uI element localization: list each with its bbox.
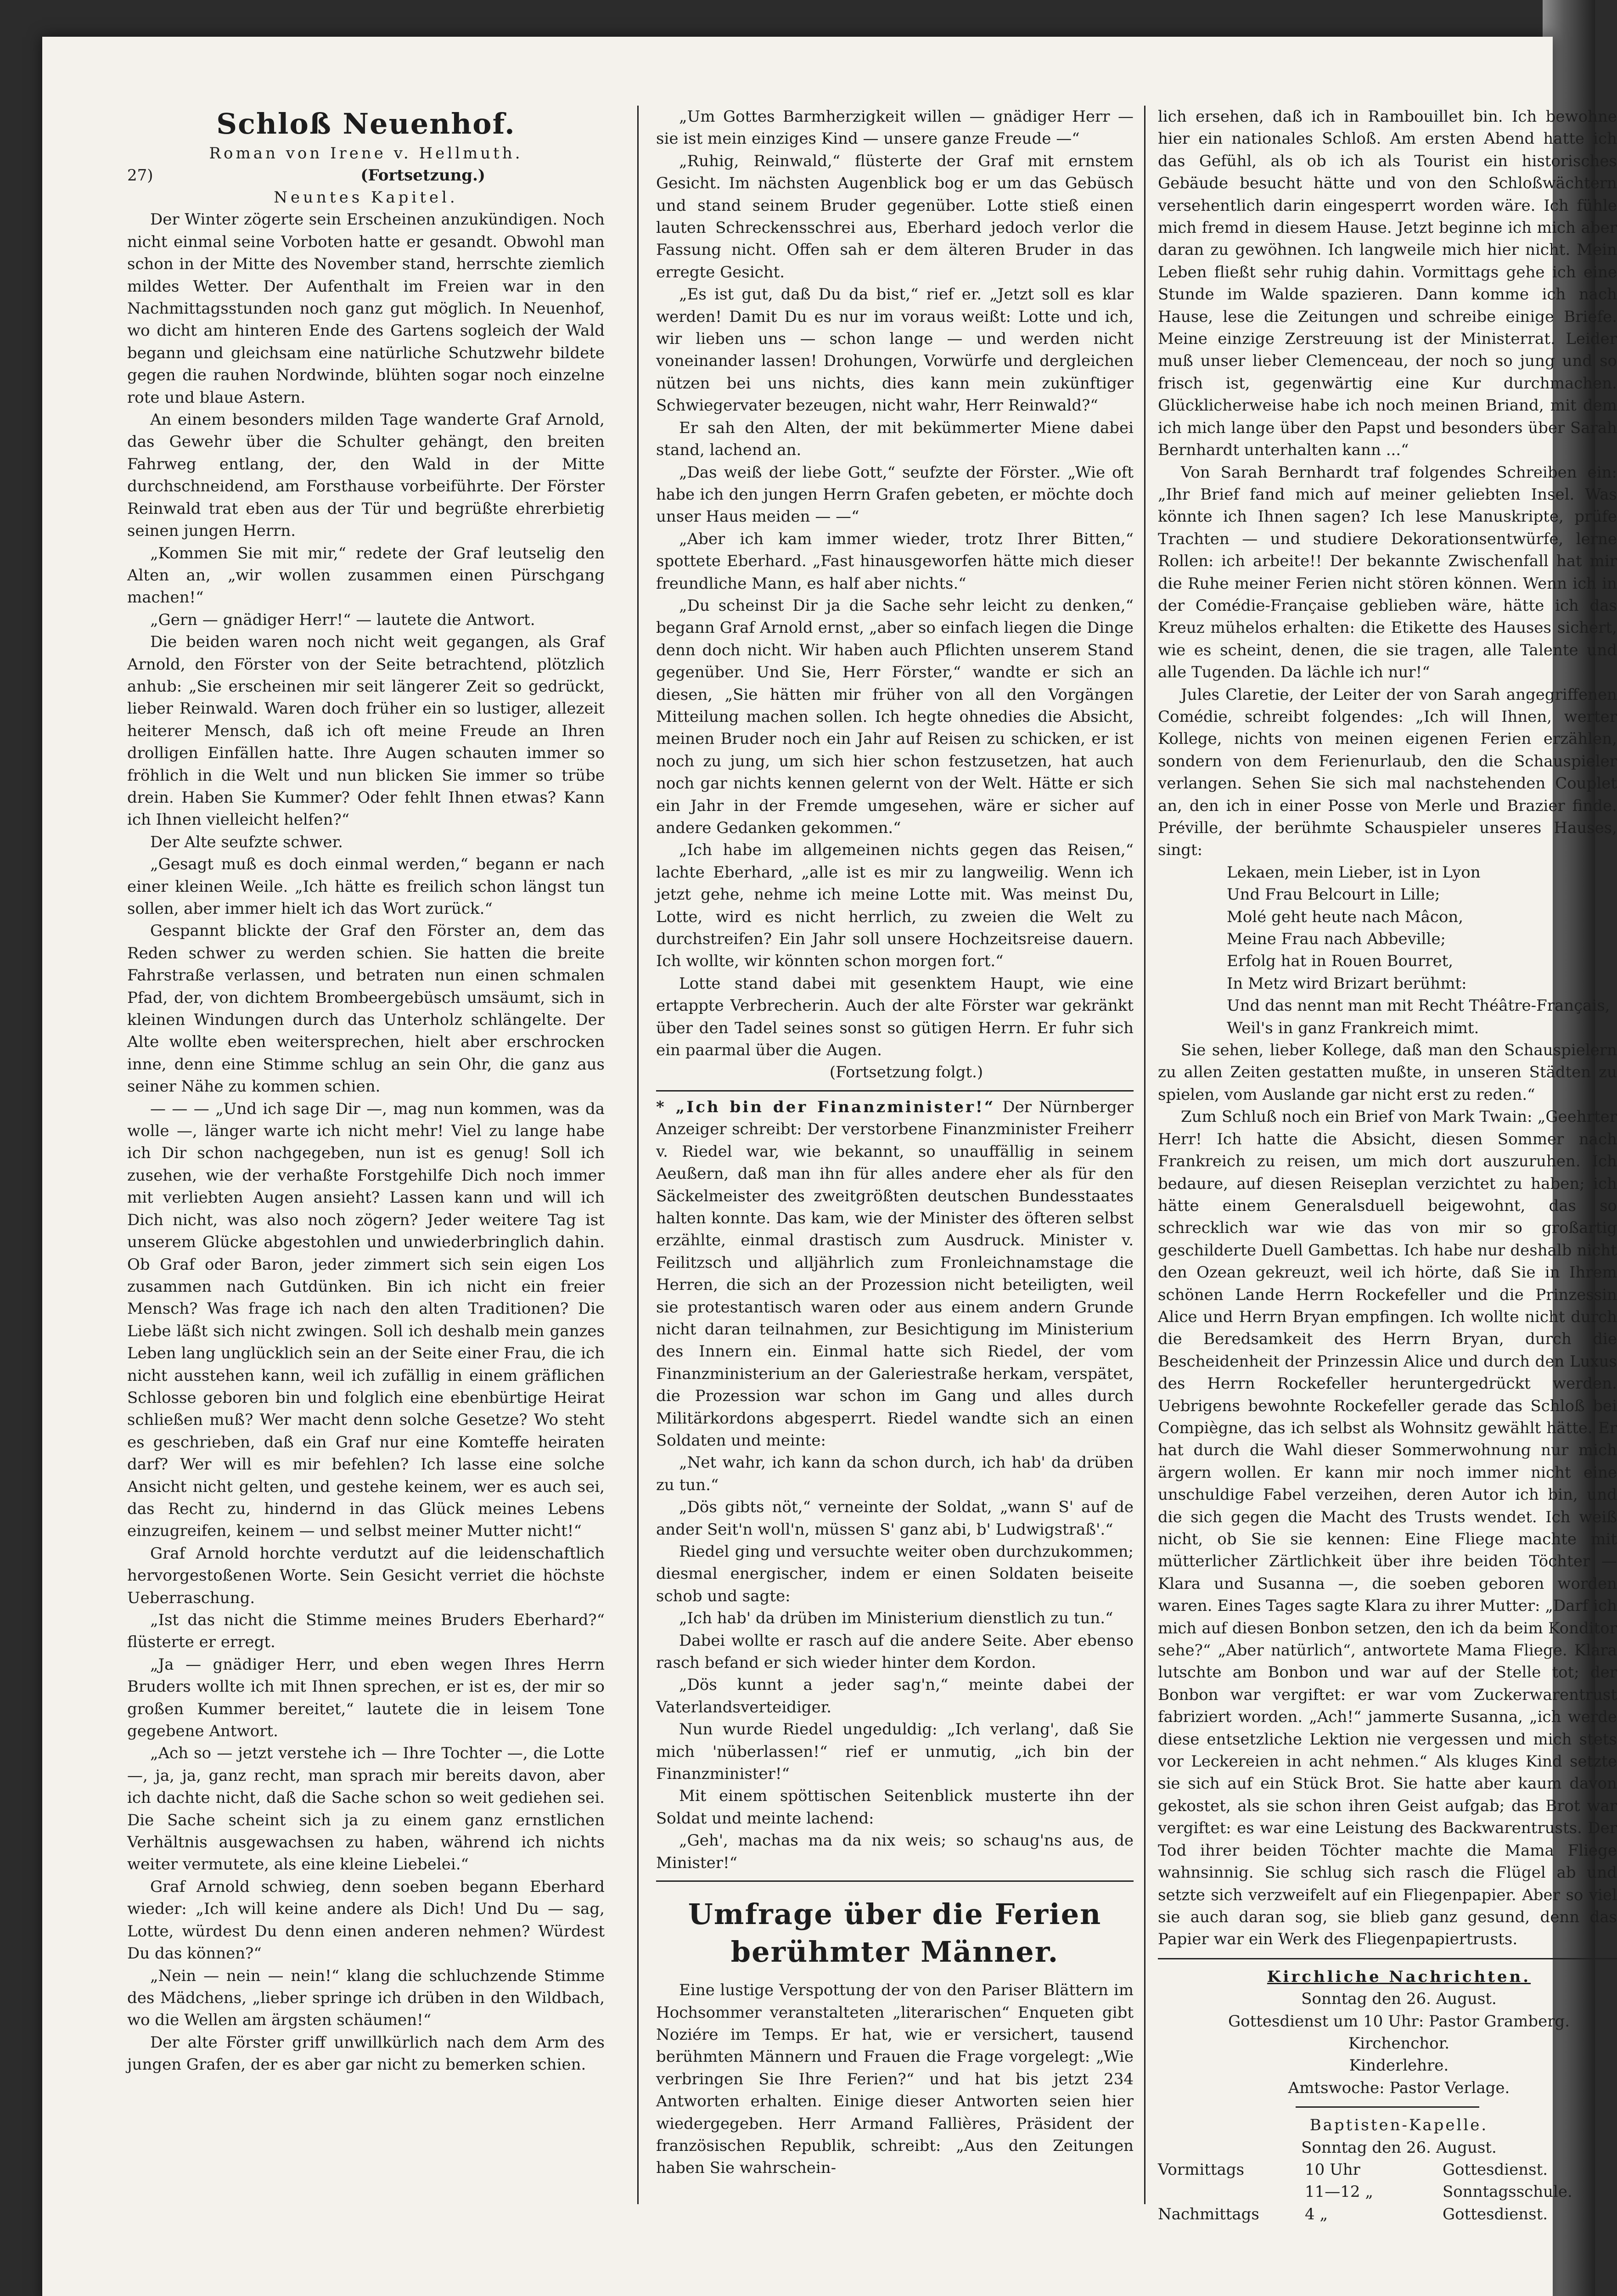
verse-line: Meine Frau nach Abbeville; <box>1227 930 1446 949</box>
serial-paragraph: Gespannt blickte der Graf den Förster an, dem das Reden schwer zu werden schien. Sie hatten die breite Fahrstraße verlassen, und betraten nun einen schmalen Pfad, der, von dichtem Brombeergebüsch umsäumt, sich in kleinen Windungen durch das Unterholz schlängelte. Der Alte wollte eben weitersprechen, hielt aber erschrocken inne, denn eine Stimme schlug an sein Ohr, die ganz aus seiner Nähe zu kommen schien. <box>127 922 605 1096</box>
serial-paragraph: Der Alte seufzte schwer. <box>150 833 343 851</box>
column-middle <box>656 106 1134 2179</box>
church-notices <box>1158 1966 1617 2099</box>
schedule-time: 4 „ <box>1305 2205 1328 2223</box>
verse-line: Molé geht heute nach Mâcon, <box>1227 907 1464 926</box>
umfrage-intro: Eine lustige Verspottung der von den Pariser Blättern im Hochsommer veranstalteten „literarischen“ Enqueten gibt Noziére im Temps. Er hat, wie er versichert, tausend berühmten Männern und Frauen die Frage vorgelegt: „Wie verbringen Sie Ihre Ferien?“ und hat bis jetzt 234 Antworten erhalten. Einige dieser Antworten seien hier wiedergegeben. Herr Armand Fallières, Präsident der französischen Republik, schreibt: „Aus den Zeitungen haben Sie wahrschein- <box>656 1981 1134 2178</box>
schedule-time: 11—12 „ <box>1305 2183 1373 2201</box>
section-rule <box>1158 1958 1617 1959</box>
church-date: Sonntag den 26. August. <box>1301 1990 1497 2009</box>
serial-paragraph: Der Winter zögerte sein Erscheinen anzukündigen. Noch nicht einmal seine Vorboten hatte er gesandt. Obwohl man schon in der Mitte des November stand, herrschte ziemlich mildes Wetter. Der Aufenthalt im Freien war in den Nachmittagsstunden noch ganz gut möglich. In Neuenhof, wo dicht am hinteren Ende des Gartens sogleich der Wald begann und gleichsam eine natürliche Schutzwehr bildete gegen die rauhen Nordwinde, blühten sogar noch einzelne rote und blaue Astern. <box>127 210 605 407</box>
finanzminister-first-paragraph <box>656 1096 1134 1452</box>
verse-line: Und Frau Belcourt in Lille; <box>1227 885 1440 904</box>
schedule-event: Sonntagsschule. <box>1443 2183 1572 2201</box>
schedule-label: Vormittags <box>1158 2160 1245 2179</box>
section-rule <box>656 1880 1134 1882</box>
umfrage-paragraph: Von Sarah Bernhardt traf folgendes Schreiben ein: „Ihr Brief fand mich auf meiner geliebten Insel. Was könnte ich Ihnen sagen? Ich lese Manuskripte, prüfe Trachten — und studiere Dekorationsentwürfe, lerne Rollen: ich arbeite!! Der bekannte Zwischenfall hat mir die Ruhe meiner Ferien nicht stören können. Wenn ich in der Comédie-Française geblieben wäre, hätte ich das Kreuz mühelos erhalten: die Etikette des Hauses sichert, wie es scheint, denen, die sie tragen, alle Talente und alle Tugenden. Da lächle ich nur!“ <box>1158 463 1617 682</box>
church-choir: Kirchenchor. <box>1348 2034 1450 2053</box>
church-service: Gottesdienst um 10 Uhr: Pastor Gramberg. <box>1228 2012 1570 2031</box>
umfrage-paragraph: Sie sehen, lieber Kollege, daß man den Schauspielern zu allen Zeiten gestatten mußte, in unseren Städten zu spielen, vom Auslande gar nicht erst zu reden.“ <box>1158 1041 1617 1104</box>
serial-paragraph: „Ach so — jetzt verstehe ich — Ihre Tochter —, die Lotte —, ja, ja, ganz recht, man sprach mir bereits davon, aber ich dachte nicht, daß die Sache schon so weit gediehen sei. Die Sache scheint sich ja zu einem ganz ernstlichen Verhältnis ausgewachsen zu haben, während ich nichts weiter vermutete, als eine kleine Liebelei.“ <box>127 1744 605 1874</box>
finanzminister-text: Der Nürnberger Anzeiger schreibt: Der verstorbene Finanzminister Freiherr v. Riedel war, wie bekannt, so unauffällig in seinem Aeußern, daß man ihn für alles andere eher als für den Säckelmeister des zweitgrößten deutschen Bundesstaates halten konnte. Das kam, wie der Minister des öfteren selbst erzählte, einmal drastisch zum Ausdruck. Minister v. Feilitzsch und alljährlich zum Fronleichnamstage die Herren, die sich an der Prozession nicht beteiligten, weil sie protestantisch waren oder aus einem andern Grunde nicht daran teilnahmen, zur Besichtigung im Ministerium des Innern ein. Einmal hatte sich Riedel, der vom Finanzministerium an der Galeriestraße herkam, verspätet, die Prozession war schon im Gang und alles durch Militärkordons abgesperrt. Riedel wandte sich an einen Soldaten und meinte: <box>656 1097 1134 1450</box>
schedule-label: Nachmittags <box>1158 2205 1259 2223</box>
umfrage-paragraph: Jules Claretie, der Leiter der von Sarah angegriffenen Comédie, schreibt folgendes: „Ich will Ihnen, werter Kollege, nichts von meinen eigenen Ferien erzählen, sondern von dem Ferienurlaub, den die Schauspieler verlangen. Sehen Sie sich mal nachstehenden Couplet an, den ich in einer Posse von Merle und Brazier finde. Préville, der berühmte Schauspieler unseres Hauses, singt: <box>1158 685 1617 860</box>
church-kinderlehre: Kinderlehre. <box>1349 2056 1449 2075</box>
schedule-row <box>1158 2181 1617 2203</box>
serial-paragraph: — — — „Und ich sage Dir —, mag nun kommen, was da wolle —, länger warte ich nicht mehr! Viel zu lange habe ich Dir schon nachgegeben, nun ist es genug! Soll ich zusehen, wie der verhaßte Forstgehilfe Dich noch immer mit verliebten Augen ansieht? Lassen kann und will ich Dich nicht, was also noch zögern? Jeder weitere Tag ist unserem Glücke abgestohlen und unwiederbringlich dahin. Ob Graf oder Baron, jeder zimmert sich sein eigen Los zusammen nach Gutdünken. Bin ich nicht ein freier Mensch? Was frage ich nach den alten Traditionen? Die Liebe läßt sich nicht zwingen. Soll ich deshalb mein ganzes Leben lang unglücklich sein an der Seite einer Frau, die ich nicht ausstehen kann, weil ich zufällig in einem gräflichen Schlosse geboren bin und folglich eine ebenbürtige Heirat schließen muß? Wer macht denn solche Gesetze? Wo steht es geschrieben, daß ein Graf nur eine Komteffe heiraten darf? Wer will es mir befehlen? Ich lasse eine solche Ansicht nicht gelten, und gestehe keinem, wer es auch sei, das Recht zu, hindernd in das Glück meines Lebens einzugreifen, keinem — und selbst meiner Mutter nicht!“ <box>127 1099 605 1541</box>
finanzminister-paragraph: „Geh', machas ma da nix weis; so schaug'ns aus, de Minister!“ <box>656 1831 1134 1872</box>
schedule-label <box>1158 2181 1305 2203</box>
verse-line: In Metz wird Brizart berühmt: <box>1227 974 1467 993</box>
continuation-label: (Fortsetzung.) <box>360 166 485 185</box>
column-right <box>1158 106 1617 2225</box>
church-notices-heading: Kirchliche Nachrichten. <box>1267 1967 1531 1986</box>
schedule-time: 10 Uhr <box>1305 2160 1360 2179</box>
finanzminister-paragraph: „Net wahr, ich kann da schon durch, ich hab' da drüben zu tun.“ <box>656 1453 1134 1494</box>
serial-paragraph: Der alte Förster griff unwillkürlich nach dem Arm des jungen Grafen, der es aber gar nicht zu bemerken schien. <box>127 2033 605 2074</box>
serial-paragraph: An einem besonders milden Tage wanderte Graf Arnold, das Gewehr über die Schulter gehängt, den breiten Fahrweg entlang, der, den Wald in der Mitte durchschneidend, am Forsthause vorbeiführte. Der Förster Reinwald trat eben aus der Tür und begrüßte ehrerbietig seinen jungen Herrn. <box>127 411 605 540</box>
serial-paragraph: Er sah den Alten, der mit bekümmerter Miene dabei stand, lachend an. <box>656 418 1134 460</box>
serial-paragraph: „Um Gottes Barmherzigkeit willen — gnädiger Herr — sie ist mein einziges Kind — unsere ganze Freude —“ <box>656 107 1134 148</box>
installment-number: 27) <box>127 166 153 185</box>
column-rule-2 <box>1144 106 1145 2204</box>
finanzminister-headline: * „Ich bin der Finanzminister!“ <box>656 1097 995 1116</box>
church-amtswoche: Amtswoche: Pastor Verlage. <box>1288 2078 1510 2097</box>
serial-paragraph: Graf Arnold horchte verdutzt auf die leidenschaftlich hervorgestoßenen Worte. Sein Gesicht verriet die höchste Ueberraschung. <box>127 1544 605 1607</box>
serial-paragraph: „Kommen Sie mit mir,“ redete der Graf leutselig den Alten an, „wir wollen zusammen einen Pürschgang machen!“ <box>127 544 605 607</box>
schedule-row <box>1158 2203 1617 2225</box>
serial-paragraph: „Nein — nein — nein!“ klang die schluchzende Stimme des Mädchens, „lieber springe ich drüben in den Wildbach, wo die Wellen am ärgsten schäumen!“ <box>127 1966 605 2030</box>
serial-title: Schloß Neuenhof. <box>216 107 516 141</box>
serial-paragraph: „Ruhig, Reinwald,“ flüsterte der Graf mit ernstem Gesicht. Im nächsten Augenblick bog er um das Gebüsch und stand seinem Bruder gegenüber. Lotte stieß einen lauten Schreckensschrei aus, Eberhard jedoch verlor die Fassung nicht. Offen sah er dem älteren Bruder in das erregte Gesicht. <box>656 152 1134 281</box>
serial-paragraph: Graf Arnold schwieg, denn soeben begann Eberhard wieder: „Ich will keine andere als Dich! Und Du — sag, Lotte, würdest Du denn einen anderen nehmen? Würdest Du das können?“ <box>127 1877 605 1963</box>
section-rule <box>1296 2106 1479 2108</box>
umfrage-paragraph: lich ersehen, daß ich in Rambouillet bin. Ich bewohne hier ein nationales Schloß. Am ersten Abend hatte ich das Gefühl, als ob ich als Tourist ein historisches Gebäude besucht hätte und von den Schloßwächtern versehentlich darin eingesperrt worden wäre. Ich fühle mich fremd in diesem Hause. Jetzt beginne ich mich aber daran zu gewöhnen. Ich langweile mich hier nicht. Mein Leben fließt sehr ruhig dahin. Vormittags gehe ich eine Stunde im Walde spazieren. Dann komme ich nach Hause, lese die Zeitungen und schreibe einige Briefe. Meine einzige Zerstreuung ist der Ministerrat. Leider muß unser lieber Clemenceau, der noch so jung und so frisch ist, gegenwärtig eine Kur durchmachen. Glücklicherweise habe ich noch meinen Briand, mit dem ich mich lange über den Papst und besonders über Sarah Bernhardt unterhalten kann ...“ <box>1158 107 1617 460</box>
serial-paragraph: „Gern — gnädiger Herr!“ — lautete die Antwort. <box>150 610 535 629</box>
finanzminister-paragraph: „Dös kunnt a jeder sag'n,“ meinte dabei der Vaterlandsverteidiger. <box>656 1676 1134 1716</box>
umfrage-paragraph: Zum Schluß noch ein Brief von Mark Twain: „Geehrter Herr! Ich hatte die Absicht, diesen Sommer nach Frankreich zu reisen, um mich dort auszuruhen. Ich bedaure, auf diesen Reiseplan verzichtet zu haben; ich hätte einem Generalsduell beigewohnt, das so schrecklich war wie das von mir so großartig geschilderte Duell Gambettas. Ich habe nur deshalb nicht den Ozean gekreuzt, weil ich hörte, daß Sie in Ihrem schönen Lande Herrn Rockefeller und die Prinzessin Alice und Herrn Bryan empfingen. Ich wollte nicht durch die Beredsamkeit des Herrn Bryan, durch die Bescheidenheit der Prinzessin Alice und durch den Luxus des Herrn Rockefeller heruntergedrückt werden. Uebrigens bewohnte Rockefeller gerade das Schloß bei Compiègne, das ich selbst als Wohnsitz gewählt hätte. Er hat durch die Wahl dieser Sommerwohnung nur mich ärgern wollen. Er kann mir noch immer nicht eine unschuldige Fabel verzeihen, deren Autor ich bin, und die sich gegen die Macht des Trusts wendet. Ich weiß nicht, ob Sie sie kennen: Eine Fliege machte mit mütterlicher Zärtlichkeit über ihre beiden Töchter — Klara und Susanna —, die soeben geboren worden waren. Eines Tages sagte Klara zu ihrer Mutter: „Darf ich mich auf diesen Bonbon setzen, den ich da beim Konditor sehe?“ „Aber natürlich“, antwortete Mama Fliege. Klara lutschte am Bonbon und war auf der Stelle tot; der Bonbon war vergiftet: er war vom Zuckerwarentrust fabriziert worden. „Ach!“ jammerte Susanna, „ich werde diese entsetzliche Lektion nie vergessen und mich stets vor Leckereien in acht nehmen.“ Als kluges Kind setzte sie sich auf ein Stück Brot. Sie hatte aber kaum davon gekostet, als sie schon ihren Geist aufgab; das Brot war vergiftet: es war eine Leistung des Backwarentrusts. Der Tod ihrer beiden Töchter machte die Mama Fliege wahnsinnig. Sie schlug sich rasch die Flügel ab und setzte sich verzweifelt auf ein Fliegenpapier. Aber so viel sie auch daran sog, sie blieb ganz gesund, denn das Papier war ein Werk des Fliegenpapiertrusts. <box>1158 1108 1617 1949</box>
serial-paragraph: „Gesagt muß es doch einmal werden,“ begann er nach einer kleinen Weile. „Ich hätte es freilich schon längst tun sollen, aber immer hielt ich das Wort zurück.“ <box>127 855 605 918</box>
finanzminister-paragraph: Nun wurde Riedel ungeduldig: „Ich verlang', daß Sie mich 'nüberlassen!“ rief er unmutig, „ich bin der Finanzminister!“ <box>656 1720 1134 1784</box>
verse-block <box>1158 861 1617 1039</box>
serial-paragraph: „Das weiß der liebe Gott,“ seufzte der Förster. „Wie oft habe ich den jungen Herrn Grafen gebeten, er möchte doch unser Haus meiden — —“ <box>656 463 1134 526</box>
verse-line: Lekaen, mein Lieber, ist in Lyon <box>1227 863 1481 882</box>
finanzminister-paragraph: „Ich hab' da drüben im Ministerium dienstlich zu tun.“ <box>679 1609 1113 1628</box>
finanzminister-paragraph: Riedel ging und versuchte weiter oben durchzukommen; diesmal energischer, indem er einen Soldaten beiseite schob und sagte: <box>656 1542 1134 1605</box>
finanzminister-paragraph: Mit einem spöttischen Seitenblick musterte ihn der Soldat und meinte lachend: <box>656 1787 1134 1828</box>
finanzminister-paragraph: „Dös gibts nöt,“ verneinte der Soldat, „wann S' auf de ander Seit'n woll'n, müssen S' ganz abi, b' Ludwigstraß'.“ <box>656 1498 1134 1539</box>
to-be-continued: (Fortsetzung folgt.) <box>829 1063 983 1082</box>
newspaper-page <box>42 37 1617 2296</box>
serial-paragraph: Lotte stand dabei mit gesenktem Haupt, wie eine ertappte Verbrecherin. Auch der alte Förster war gekränkt über den Tadel seines sonst so gütigen Herrn. Er fuhr sich ein paarmal über die Augen. <box>656 974 1134 1060</box>
serial-paragraph: „Du scheinst Dir ja die Sache sehr leicht zu denken,“ begann Graf Arnold ernst, „aber so einfach liegen die Dinge denn doch nicht. Wir haben auch Pflichten unserem Stand gegenüber. Und Sie, Herr Förster,“ wandte er sich an diesen, „Sie hätten mir früher von all den Vorgängen Mitteilung machen sollen. Ich hegte ohnedies die Absicht, meinen Bruder noch ein Jahr auf Reisen zu schicken, er ist noch zu jung, um sich hier schon festzusetzen, hat auch noch gar nichts kennen gelernt von der Welt. Hätte er sich ein Jahr in der Fremde umgesehen, wäre er sicher auf andere Gedanken gekommen.“ <box>656 596 1134 837</box>
serial-byline: Roman von Irene v. Hellmuth. <box>209 144 523 163</box>
schedule-event: Gottesdienst. <box>1443 2160 1548 2179</box>
baptist-heading: Baptisten-Kapelle. <box>1309 2116 1488 2135</box>
verse-line: Erfolg hat in Rouen Bourret, <box>1227 952 1454 971</box>
schedule-row <box>1158 2159 1617 2181</box>
verse-line: Und das nennt man mit Recht Théâtre-Français, <box>1227 996 1610 1015</box>
serial-paragraph: Die beiden waren noch nicht weit gegangen, als Graf Arnold, den Förster von der Seite betrachtend, plötzlich anhub: „Sie erscheinen mir seit längerer Zeit so gedrückt, lieber Reinwald. Waren doch früher ein so lustiger, allezeit heiterer Mensch, daß ich oft meine Freude an Ihren drolligen Einfällen hatte. Ihre Augen schauten immer so fröhlich in die Welt und nun blicken Sie immer so trübe drein. Haben Sie Kummer? Oder fehlt Ihnen etwas? Kann ich Ihnen vielleicht helfen?“ <box>127 633 605 829</box>
serial-installment-row <box>127 164 605 186</box>
chapter-heading: Neuntes Kapitel. <box>274 188 458 207</box>
verse-line: Weil's in ganz Frankreich mimt. <box>1227 1019 1479 1037</box>
serial-paragraph: „Ist das nicht die Stimme meines Bruders Eberhard?“ flüsterte er erregt. <box>127 1611 605 1652</box>
column-serial <box>127 106 605 2076</box>
baptist-date: Sonntag den 26. August. <box>1301 2138 1497 2157</box>
umfrage-headline: Umfrage über die Ferien berühmter Männer. <box>688 1897 1102 1969</box>
section-rule <box>656 1090 1134 1092</box>
finanzminister-paragraph: Dabei wollte er rasch auf die andere Seite. Aber ebenso rasch befand er sich wieder hinter dem Kordon. <box>656 1631 1134 1672</box>
schedule-event: Gottesdienst. <box>1443 2205 1548 2223</box>
serial-paragraph: „Es ist gut, daß Du da bist,“ rief er. „Jetzt soll es klar werden! Damit Du es nur im voraus weißt: Lotte und ich, wir lieben uns — schon lange — und werden nicht voneinander lassen! Drohungen, Vorwürfe und dergleichen nützen bei uns nichts, dies kann mein zukünftiger Schwiegervater bezeugen, nicht wahr, Herr Reinwald?“ <box>656 285 1134 415</box>
serial-paragraph: „Ich habe im allgemeinen nichts gegen das Reisen,“ lachte Eberhard, „alle ist es mir zu langweilig. Wenn ich jetzt gehe, nehme ich meine Lotte mit. Was meinst Du, Lotte, wird es nicht herrlich, zu zweien die Welt zu durchstreifen? Ein Jahr soll unsere Hochzeitsreise dauern. Ich wollte, wir könnten schon morgen fort.“ <box>656 841 1134 971</box>
baptist-chapel <box>1158 2114 1617 2225</box>
serial-paragraph: „Ja — gnädiger Herr, und eben wegen Ihres Herrn Bruders wollte ich mit Ihnen sprechen, er ist es, der mir so großen Kummer bereitet,“ lautete die in leisem Tone gegebene Antwort. <box>127 1655 605 1741</box>
serial-paragraph: „Aber ich kam immer wieder, trotz Ihrer Bitten,“ spottete Eberhard. „Fast hinausgeworfen hätte mich dieser freundliche Mann, es half aber nichts.“ <box>656 529 1134 593</box>
column-rule-1 <box>637 106 639 2204</box>
